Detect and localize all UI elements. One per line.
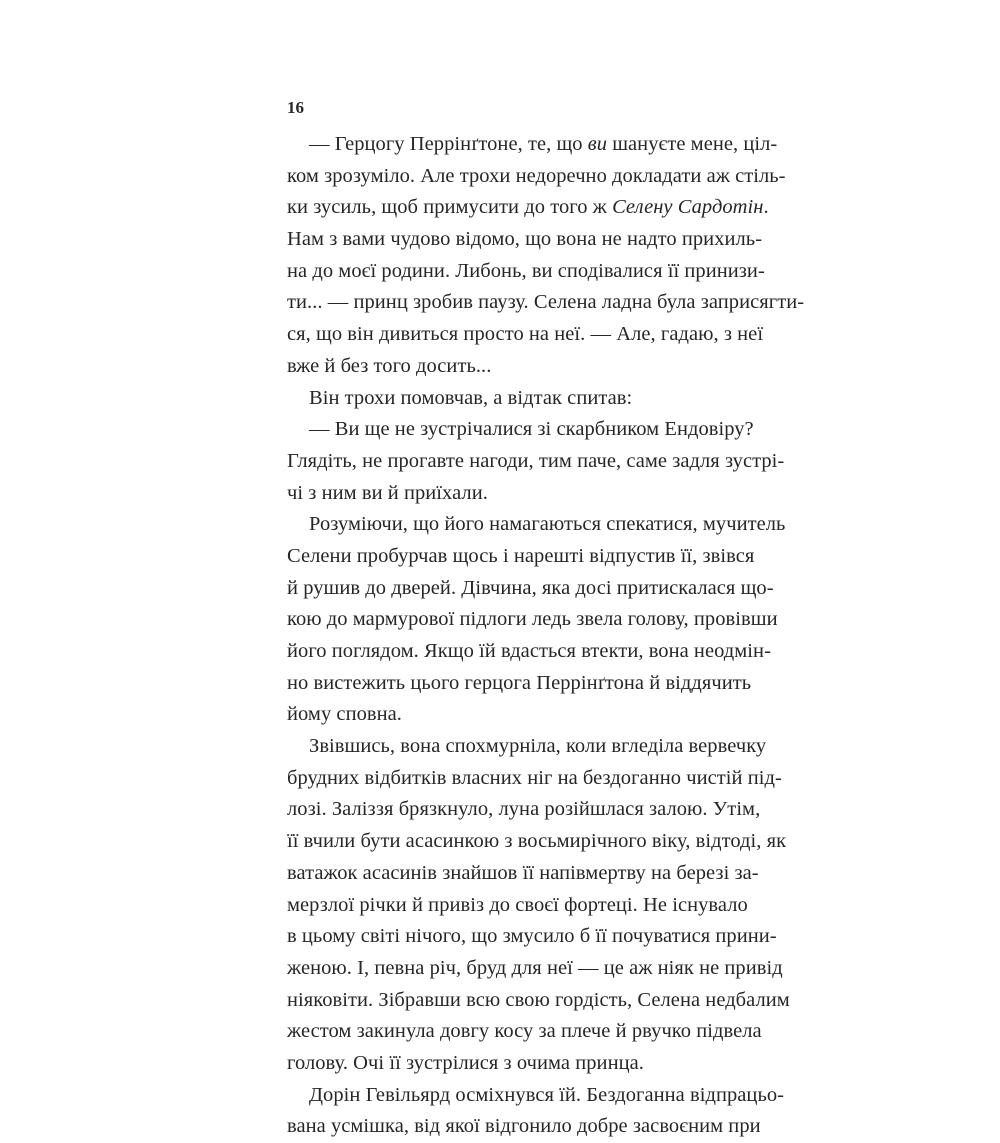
text-line bbox=[287, 414, 754, 446]
text-segment: Селени пробурчав щось і нарешті відпустив її, звівся bbox=[287, 544, 755, 567]
text-segment: Дорін Гевільярд осміхнувся їй. Бездоганна відпрацьо- bbox=[309, 1083, 785, 1106]
text-segment: — Герцогу Перрінґтоне, те, що bbox=[309, 133, 588, 155]
text-segment: мерзлої річки й привіз до своєї фортеці. Не існувало bbox=[287, 893, 748, 916]
text-segment: женою. І, певна річ, бруд для неї — це аж ніяк не привід bbox=[287, 956, 783, 979]
text-line bbox=[287, 1111, 761, 1143]
text-segment: Звівшись, вона спохмурніла, коли вгледіла вервечку bbox=[309, 735, 767, 758]
text-line bbox=[287, 287, 805, 319]
text-segment: його поглядом. Якщо їй вдасться втекти, вона неодмін- bbox=[287, 640, 771, 662]
text-segment: Він трохи помовчав, а відтак спитав: bbox=[309, 386, 633, 409]
italic-text: ви bbox=[587, 133, 608, 155]
text-line bbox=[287, 699, 744, 731]
text-segment: ніяковіти. Зібравши всю свою гордість, Селена недбалим bbox=[287, 988, 790, 1011]
text-segment: й рушив до дверей. Дівчина, яка досі притискалася що- bbox=[287, 576, 774, 599]
text-line bbox=[287, 478, 744, 510]
text-line bbox=[287, 1016, 762, 1048]
text-line bbox=[287, 224, 763, 256]
text-segment: Глядіть, не прогавте нагоди, тим паче, саме задля зустрі- bbox=[287, 449, 785, 472]
text-line bbox=[287, 1080, 785, 1112]
text-line bbox=[287, 541, 755, 573]
text-segment: чі з ним ви й приїхали. bbox=[287, 481, 488, 504]
text-line bbox=[287, 858, 759, 890]
text-line bbox=[287, 509, 786, 541]
text-segment: шануєте мене, цiл- bbox=[607, 133, 778, 155]
text-line bbox=[287, 985, 790, 1017]
text-segment: кою до мармурової підлоги ледь звела голову, провівши bbox=[287, 608, 778, 631]
text-line bbox=[287, 446, 785, 478]
text-line bbox=[287, 573, 774, 605]
text-segment: Нам з вами чудово відомо, що вона не надто прихиль- bbox=[287, 228, 763, 251]
text-line bbox=[287, 794, 761, 826]
text-line bbox=[287, 256, 765, 288]
text-line bbox=[287, 192, 769, 224]
text-line bbox=[287, 953, 783, 985]
text-segment: йому сповна. bbox=[287, 703, 402, 726]
text-segment: її вчили бути асасинкою з восьмирічного віку, відтоді, як bbox=[287, 830, 787, 853]
text-line bbox=[287, 763, 782, 795]
text-segment: в цьому світі нічого, що змусило б її почуватися прини- bbox=[287, 925, 777, 948]
text-line bbox=[287, 319, 764, 351]
text-line bbox=[287, 731, 767, 763]
text-segment: но вистежить цього герцога Перрінґтона й віддячить bbox=[287, 671, 752, 694]
text-line bbox=[287, 636, 771, 668]
text-segment: Розуміючи, що його намагаються спекатися, мучитель bbox=[309, 513, 786, 536]
text-line bbox=[287, 383, 744, 415]
text-line bbox=[287, 1048, 744, 1080]
text-segment: голову. Очі її зустрілися з очима принца. bbox=[287, 1051, 644, 1074]
page-number: 16 bbox=[287, 98, 304, 117]
text-segment: ватажок асасинів знайшов її напівмертву на березі за- bbox=[287, 861, 759, 884]
text-line bbox=[287, 351, 744, 383]
text-segment: лозі. Заліззя брязкнуло, луна розійшлася залою. Утім, bbox=[287, 798, 761, 821]
text-line bbox=[287, 668, 752, 700]
text-segment: . bbox=[763, 196, 769, 219]
text-line bbox=[287, 921, 777, 953]
italic-text: Селену Сардотін bbox=[612, 196, 764, 219]
text-line bbox=[287, 604, 778, 636]
text-segment: ти... — принц зробив паузу. Селена ладна була заприсягти- bbox=[287, 291, 805, 314]
text-line bbox=[287, 129, 778, 161]
text-segment: — Ви ще не зустрічалися зі скарбником Ендовіру? bbox=[309, 418, 754, 441]
text-line bbox=[287, 826, 787, 858]
text-segment: вана усмішка, від якої відгонило добре засвоєним при bbox=[287, 1115, 761, 1138]
text-line bbox=[287, 890, 748, 922]
text-segment: ки зусиль, щоб примусити до того ж bbox=[287, 196, 613, 219]
text-segment: жестом закинула довгу косу за плече й рвучко підвела bbox=[287, 1020, 762, 1043]
text-segment: вже й без того досить... bbox=[287, 354, 492, 377]
text-line bbox=[287, 161, 786, 193]
body-text bbox=[287, 129, 805, 1143]
text-segment: ся, що він дивиться просто на неї. — Але, гадаю, з неї bbox=[287, 323, 764, 346]
text-segment: ком зрозуміло. Але трохи недоречно докладати аж стіль- bbox=[287, 164, 786, 187]
text-segment: брудних відбитків власних ніг на бездоганно чистій під- bbox=[287, 766, 782, 789]
text-segment: на до моєї родини. Либонь, ви сподівалися її принизи- bbox=[287, 259, 765, 282]
